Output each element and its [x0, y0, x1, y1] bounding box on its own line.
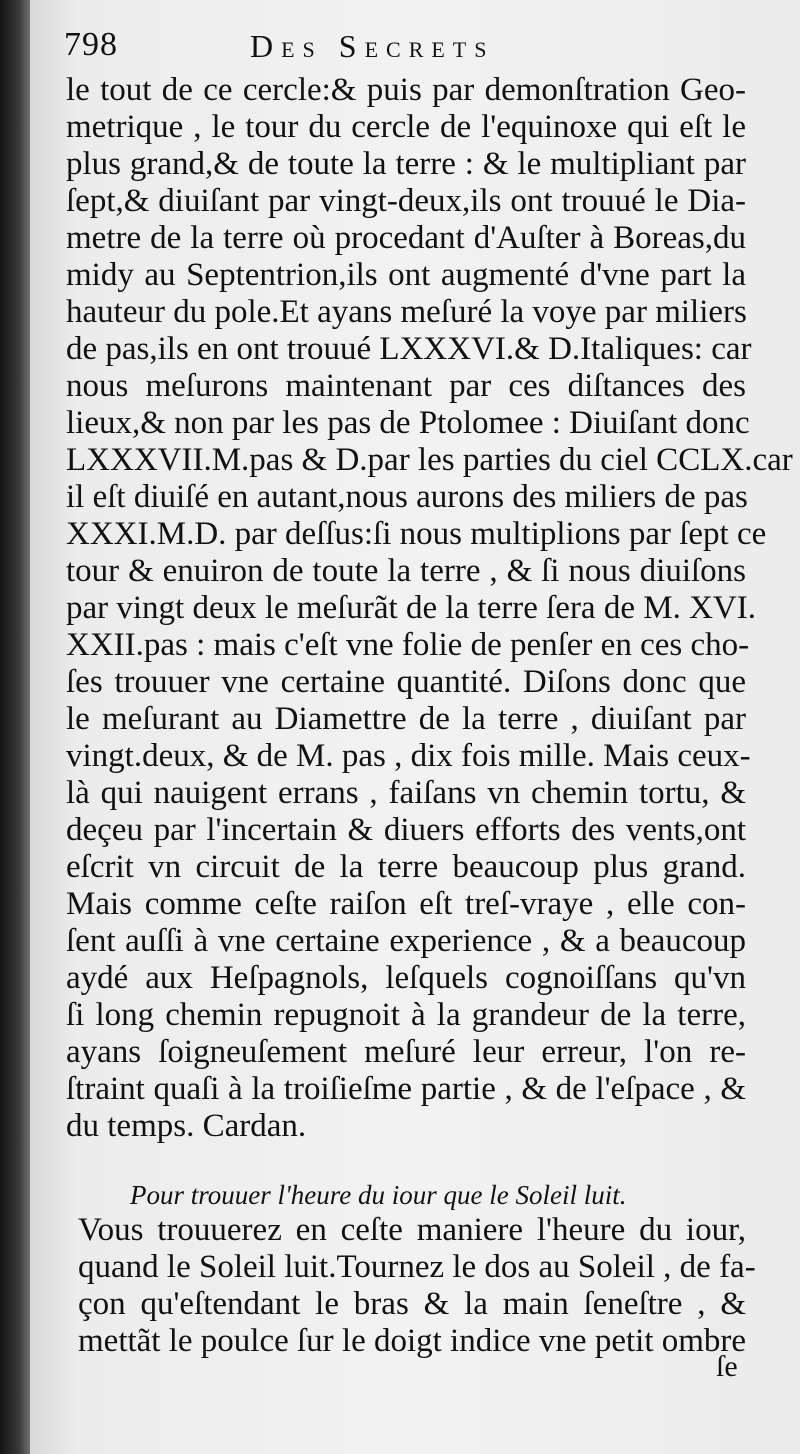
text-line: aydé aux Heſpagnols, leſquels cognoiſſans qu'vn	[66, 960, 746, 996]
text-line: çon qu'eſtendant le bras & la main ſeneſtre , &	[78, 1286, 746, 1322]
text-line: XXXI.M.D. par deſſus:ſi nous multiplions par ſept ce	[66, 516, 767, 552]
text-line: lieux,& non par les pas de Ptolomee : Diuiſant donc	[66, 405, 750, 441]
text-line: ſent auſſi à vne certaine experience , & a beaucoup	[66, 923, 746, 959]
text-line: Vous trouuerez en ceſte maniere l'heure du iour,	[78, 1212, 746, 1248]
catchword: ſe	[716, 1350, 738, 1383]
text-line: là qui nauigent errans , faiſans vn chemin tortu, &	[66, 775, 746, 811]
text-line: deçeu par l'incertain & diuers efforts des vents,ont	[66, 812, 746, 848]
text-line: eſcrit vn circuit de la terre beaucoup plus grand.	[66, 849, 746, 885]
text-line: ayans ſoigneuſement meſuré leur erreur, l'on re-	[66, 1034, 746, 1070]
text-line: par vingt deux le meſurãt de la terre ſera de M. XVI.	[66, 590, 756, 626]
text-line: midy au Septentrion,ils ont augmenté d'vne part la	[66, 257, 746, 293]
page-number: 798	[64, 26, 118, 63]
text-line: quand le Soleil luit.Tournez le dos au Soleil , de fa-	[78, 1249, 756, 1285]
page-header	[64, 22, 764, 72]
text-line: mettãt le poulce ſur le doigt indice vne petit ombre	[78, 1323, 747, 1359]
text-line: hauteur du pole.Et ayans meſuré la voye par miliers	[66, 294, 747, 330]
section-heading: Pour trouuer l'heure du iour que le Soleil luit.	[130, 1180, 627, 1210]
text-line: ſi long chemin repugnoit à la grandeur de la terre,	[66, 997, 746, 1033]
text-line: tour & enuiron de toute la terre , & ſi nous diuiſons	[66, 553, 746, 589]
text-line: metrique , le tour du cercle de l'equinoxe qui eſt le	[66, 109, 746, 145]
body-text	[66, 72, 793, 1145]
text-line: LXXXVII.M.pas & D.par les parties du ciel CCLX.car	[66, 442, 793, 478]
running-title: Des Secrets	[250, 28, 495, 64]
text-line: XXII.pas : mais c'eſt vne folie de penſer en ces cho-	[66, 627, 750, 663]
text-line: nous meſurons maintenant par ces diſtances des	[66, 368, 746, 404]
text-line: Mais comme ceſte raiſon eſt treſ-vraye , elle con-	[66, 886, 746, 922]
text-line: le meſurant au Diamettre de la terre , diuiſant par	[66, 701, 746, 737]
text-line: ſept,& diuiſant par vingt-deux,ils ont trouué le Dia-	[66, 183, 746, 219]
text-line: plus grand,& de toute la terre : & le multipliant par	[66, 146, 746, 182]
text-line: le tout de ce cercle:& puis par demonſtration Geo-	[66, 72, 746, 108]
text-line: de pas,ils en ont trouué LXXXVI.& D.Italiques: car	[66, 331, 752, 367]
text-line: du temps. Cardan.	[66, 1108, 307, 1144]
text-line: ſes trouuer vne certaine quantité. Diſons donc que	[66, 664, 746, 700]
section-text	[78, 1212, 756, 1360]
text-line: il eſt diuiſé en autant,nous aurons des miliers de pas	[66, 479, 748, 515]
text-line: ſtraint quaſi à la troiſieſme partie , & de l'eſpace , &	[66, 1071, 746, 1107]
text-line: metre de la terre où procedant d'Auſter à Boreas,du	[66, 220, 746, 256]
text-line: vingt.deux, & de M. pas , dix fois mille. Mais ceux-	[66, 738, 751, 774]
